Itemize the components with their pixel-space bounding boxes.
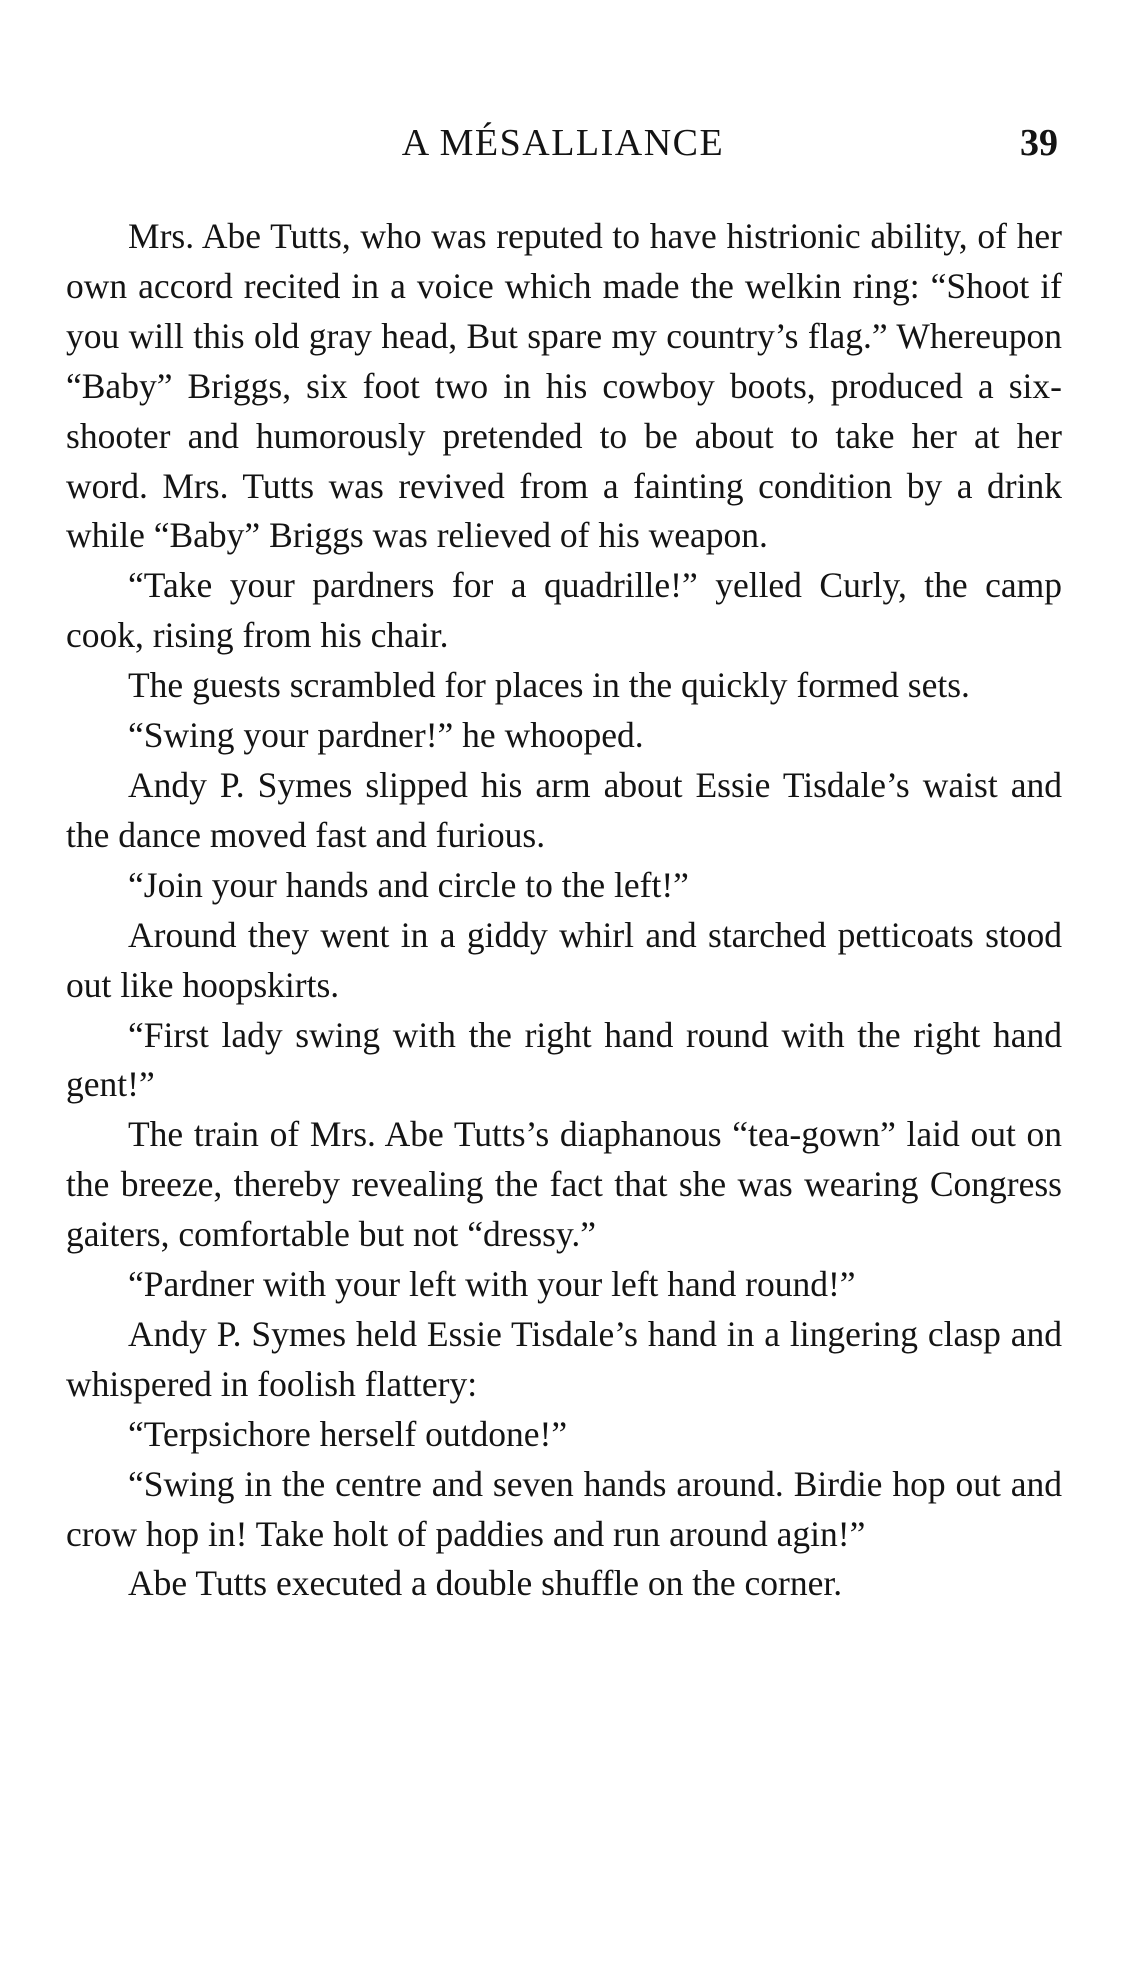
paragraph: Abe Tutts executed a double shuffle on the corner.: [128, 1563, 843, 1604]
running-head: [68, 118, 1058, 168]
paragraph: “Swing in the centre and seven hands around. Birdie hop out and crow hop in! Take holt of paddies and run around agin!”: [66, 1463, 1062, 1554]
running-title: A MÉSALLIANCE: [401, 122, 725, 164]
paragraph: “First lady swing with the right hand round with the right hand gent!”: [66, 1014, 1062, 1105]
paragraph: “Swing your pardner!” he whooped.: [128, 715, 644, 756]
paragraph: The train of Mrs. Abe Tutts’s diaphanous “tea-gown” laid out on the breeze, thereby revealing the fact that she was wearing Congress gaiters, comfortable but not “dressy.”: [66, 1114, 1062, 1255]
body-text: [66, 212, 1062, 1609]
page-number: 39: [1020, 122, 1058, 164]
paragraph: The guests scrambled for places in the quickly formed sets.: [128, 665, 970, 706]
paragraph: Andy P. Symes held Essie Tisdale’s hand in a lingering clasp and whispered in foolish flattery:: [66, 1313, 1062, 1404]
paragraph: Andy P. Symes slipped his arm about Essie Tisdale’s waist and the dance moved fast and furious.: [66, 764, 1062, 855]
paragraph: “Take your pardners for a quadrille!” yelled Curly, the camp cook, rising from his chair.: [66, 565, 1062, 656]
paragraph: “Join your hands and circle to the left!”: [128, 864, 689, 905]
paragraph: “Terpsichore herself outdone!”: [128, 1413, 568, 1454]
paragraph: “Pardner with your left with your left hand round!”: [128, 1264, 856, 1305]
paragraph: Around they went in a giddy whirl and starched petticoats stood out like hoopskirts.: [66, 914, 1062, 1005]
paragraph: Mrs. Abe Tutts, who was reputed to have histrionic ability, of her own accord recited in a voice which made the welkin ring: “Shoot if you will this old gray head, But spare my country’s flag.” Whereupon “Baby” Briggs, six foot two in his cowboy boots, produced a six-shooter and humorously pretended to be about to take her at her word. Mrs. Tutts was revived from a fainting condition by a drink while “Baby” Briggs was relieved of his weapon.: [66, 216, 1062, 556]
